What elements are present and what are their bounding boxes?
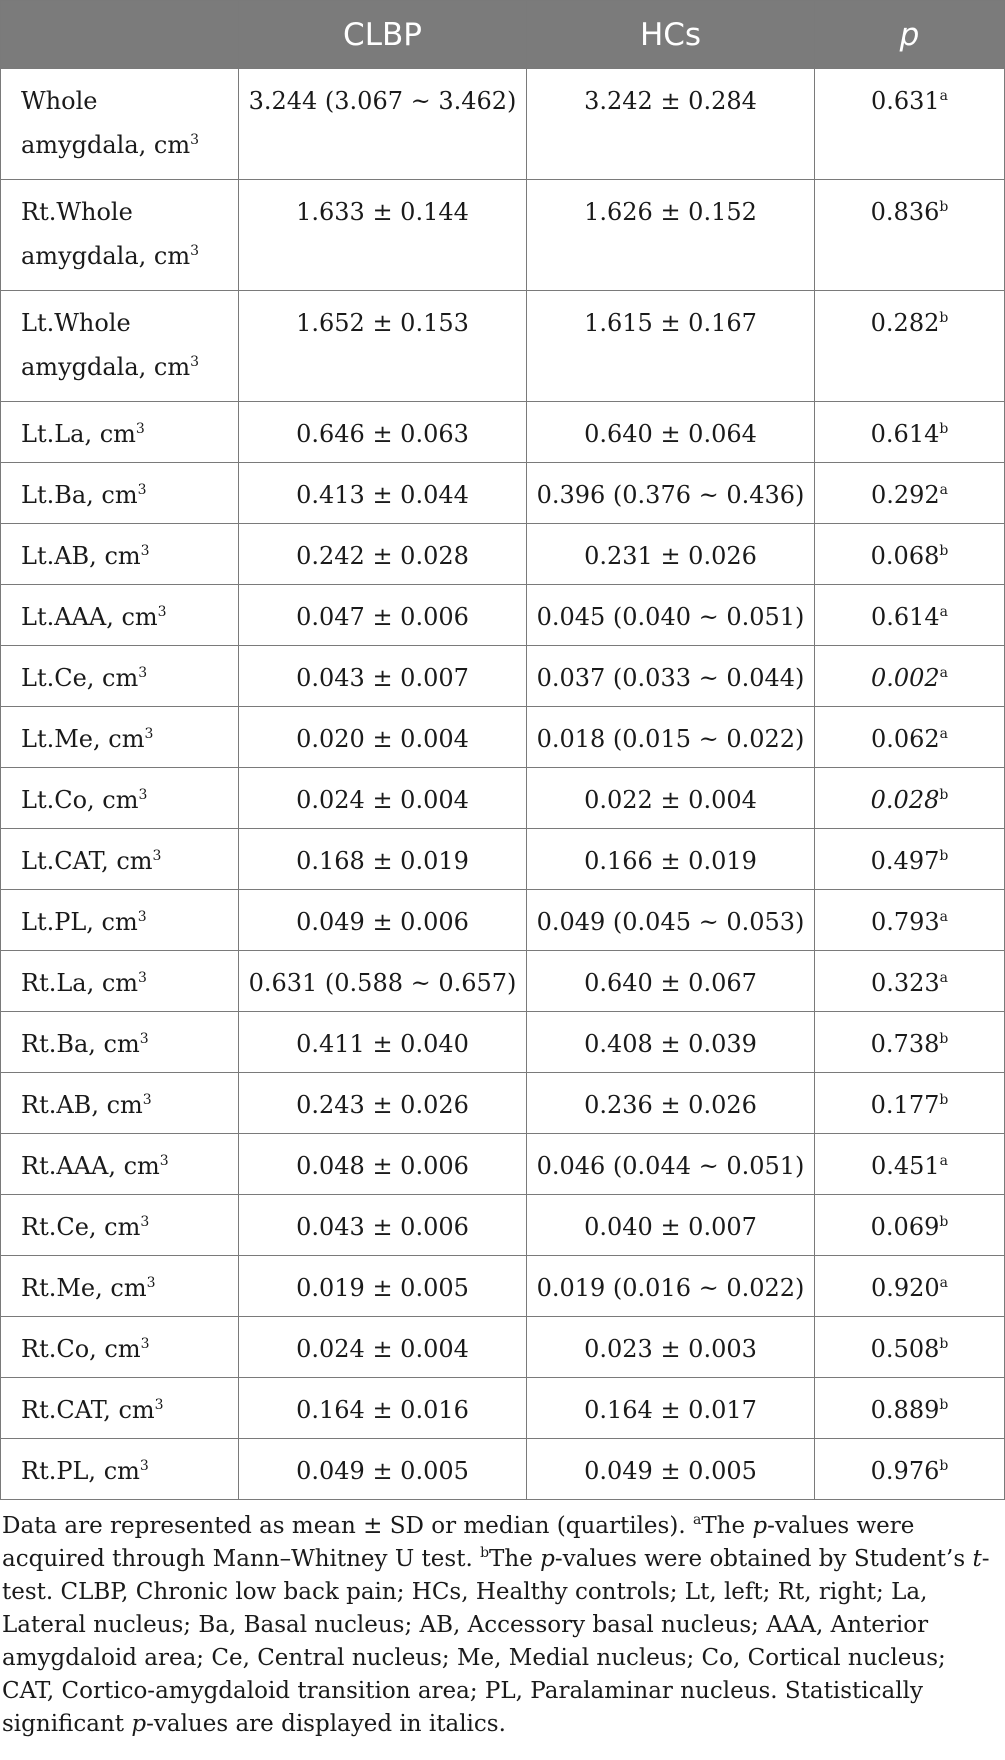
p-value-cell xyxy=(815,291,1005,402)
clbp-value: 0.020 ± 0.004 xyxy=(239,707,527,768)
row-label-cell xyxy=(1,180,239,291)
table-row xyxy=(1,1256,1005,1317)
p-value-note: a xyxy=(939,970,949,986)
row-label: Rt.PL, cm xyxy=(21,1457,140,1485)
p-value-cell xyxy=(815,402,1005,463)
unit-superscript: 3 xyxy=(139,1458,149,1474)
unit-superscript: 3 xyxy=(135,421,145,437)
clbp-value: 1.652 ± 0.153 xyxy=(239,291,527,402)
row-label: Lt.Co, cm xyxy=(21,786,139,814)
unit-superscript: 3 xyxy=(137,482,147,498)
table-row xyxy=(1,524,1005,585)
p-value-note: b xyxy=(939,848,949,864)
clbp-value: 0.631 (0.588 ~ 0.657) xyxy=(239,951,527,1012)
p-value-cell xyxy=(815,951,1005,1012)
p-value-cell xyxy=(815,646,1005,707)
p-value: 0.976 xyxy=(870,1457,940,1485)
hcs-value: 0.045 (0.040 ~ 0.051) xyxy=(527,585,815,646)
table-row xyxy=(1,1134,1005,1195)
p-value: 0.323 xyxy=(870,969,940,997)
p-value-note: b xyxy=(939,1214,949,1230)
hcs-value: 0.018 (0.015 ~ 0.022) xyxy=(527,707,815,768)
p-value: 0.451 xyxy=(870,1152,940,1180)
row-label: Lt.Ba, cm xyxy=(21,481,138,509)
footnote-italic: p xyxy=(131,1711,147,1737)
p-value: 0.920 xyxy=(870,1274,940,1302)
hcs-value: 0.040 ± 0.007 xyxy=(527,1195,815,1256)
clbp-value: 1.633 ± 0.144 xyxy=(239,180,527,291)
table-row xyxy=(1,1195,1005,1256)
hcs-value: 0.236 ± 0.026 xyxy=(527,1073,815,1134)
clbp-value: 0.049 ± 0.006 xyxy=(239,890,527,951)
p-value-note: a xyxy=(939,909,949,925)
p-value-note: b xyxy=(939,1336,949,1352)
p-value-note: a xyxy=(939,665,949,681)
p-value-cell xyxy=(815,1134,1005,1195)
table-row xyxy=(1,180,1005,291)
clbp-value: 0.024 ± 0.004 xyxy=(239,1317,527,1378)
footnote-text: -values were acquired through Mann–Whitney U test. xyxy=(2,1513,915,1572)
footnote-italic: p xyxy=(540,1546,555,1572)
table-row xyxy=(1,1012,1005,1073)
p-value-cell xyxy=(815,768,1005,829)
p-value-note: b xyxy=(939,1397,949,1413)
p-value-cell xyxy=(815,180,1005,291)
footnote-text: The xyxy=(701,1513,753,1539)
p-value-cell xyxy=(815,1012,1005,1073)
row-label: Rt.AAA, cm xyxy=(21,1152,160,1180)
clbp-value: 0.049 ± 0.005 xyxy=(239,1439,527,1500)
row-label-cell xyxy=(1,707,239,768)
p-value: 0.614 xyxy=(870,603,940,631)
clbp-value: 0.043 ± 0.007 xyxy=(239,646,527,707)
p-value-note: b xyxy=(939,1092,949,1108)
header-hcs: HCs xyxy=(527,1,815,69)
hcs-value: 0.046 (0.044 ~ 0.051) xyxy=(527,1134,815,1195)
row-label-cell xyxy=(1,291,239,402)
hcs-value: 0.037 (0.033 ~ 0.044) xyxy=(527,646,815,707)
p-value-cell xyxy=(815,463,1005,524)
p-value-cell xyxy=(815,69,1005,180)
row-label: Lt.La, cm xyxy=(21,420,136,448)
row-label-cell xyxy=(1,463,239,524)
table-row xyxy=(1,646,1005,707)
footnote-text: -values are displayed in italics. xyxy=(146,1711,506,1737)
row-label: Lt.PL, cm xyxy=(21,908,138,936)
row-label-cell xyxy=(1,402,239,463)
row-label: Rt.Whole amygdala, cm xyxy=(21,198,191,270)
row-label-cell xyxy=(1,585,239,646)
row-label-cell xyxy=(1,1195,239,1256)
row-label-cell xyxy=(1,646,239,707)
table-row xyxy=(1,768,1005,829)
table-row xyxy=(1,291,1005,402)
row-label-cell xyxy=(1,1439,239,1500)
table-row xyxy=(1,585,1005,646)
unit-superscript: 3 xyxy=(140,543,150,559)
p-value-cell xyxy=(815,1317,1005,1378)
header-label xyxy=(1,1,239,69)
hcs-value: 0.231 ± 0.026 xyxy=(527,524,815,585)
unit-superscript: 3 xyxy=(140,1214,150,1230)
p-value-note: b xyxy=(939,1458,949,1474)
row-label-cell xyxy=(1,1012,239,1073)
table-row xyxy=(1,463,1005,524)
footnote-italic: p xyxy=(752,1513,768,1539)
p-value: 0.497 xyxy=(870,847,940,875)
clbp-value: 0.243 ± 0.026 xyxy=(239,1073,527,1134)
table-row xyxy=(1,1317,1005,1378)
clbp-value: 0.047 ± 0.006 xyxy=(239,585,527,646)
row-label-cell xyxy=(1,1073,239,1134)
p-value-note: b xyxy=(939,1031,949,1047)
p-value-note: a xyxy=(939,1153,949,1169)
hcs-value: 0.396 (0.376 ~ 0.436) xyxy=(527,463,815,524)
unit-superscript: 3 xyxy=(190,354,200,370)
unit-superscript: 3 xyxy=(152,848,162,864)
row-label: Rt.Ba, cm xyxy=(21,1030,140,1058)
p-value-cell xyxy=(815,1378,1005,1439)
clbp-value: 0.048 ± 0.006 xyxy=(239,1134,527,1195)
p-value-note: b xyxy=(939,787,949,803)
table-row xyxy=(1,1439,1005,1500)
row-label: Rt.Me, cm xyxy=(21,1274,147,1302)
row-label: Rt.La, cm xyxy=(21,969,139,997)
row-label: Lt.AB, cm xyxy=(21,542,141,570)
p-value: 0.177 xyxy=(870,1091,940,1119)
unit-superscript: 3 xyxy=(159,1153,169,1169)
unit-superscript: 3 xyxy=(138,970,147,986)
p-value-cell xyxy=(815,524,1005,585)
footnote-text: -values were obtained by Student’s xyxy=(554,1546,973,1572)
footnote-mark-b: b xyxy=(480,1545,490,1561)
p-value-note: a xyxy=(939,1275,949,1291)
p-value-cell xyxy=(815,585,1005,646)
row-label: Rt.AB, cm xyxy=(21,1091,143,1119)
row-label-cell xyxy=(1,829,239,890)
unit-superscript: 3 xyxy=(146,1275,156,1291)
p-value-cell xyxy=(815,1195,1005,1256)
hcs-value: 0.049 ± 0.005 xyxy=(527,1439,815,1500)
clbp-value: 0.411 ± 0.040 xyxy=(239,1012,527,1073)
unit-superscript: 3 xyxy=(190,132,200,148)
footnote-text: The xyxy=(489,1546,541,1572)
header-p: p xyxy=(815,1,1005,69)
hcs-value: 0.023 ± 0.003 xyxy=(527,1317,815,1378)
table-row xyxy=(1,707,1005,768)
unit-superscript: 3 xyxy=(139,1031,149,1047)
row-label: Lt.Whole amygdala, cm xyxy=(21,309,191,381)
hcs-value: 0.022 ± 0.004 xyxy=(527,768,815,829)
clbp-value: 3.244 (3.067 ~ 3.462) xyxy=(239,69,527,180)
p-value: 0.836 xyxy=(870,198,940,226)
p-value: 0.292 xyxy=(870,481,940,509)
p-value: 0.631 xyxy=(870,87,940,115)
table-row xyxy=(1,829,1005,890)
p-value: 0.069 xyxy=(870,1213,940,1241)
hcs-value: 3.242 ± 0.284 xyxy=(527,69,815,180)
row-label-cell xyxy=(1,69,239,180)
row-label-cell xyxy=(1,1317,239,1378)
p-value-note: b xyxy=(939,543,949,559)
row-label: Lt.CAT, cm xyxy=(21,847,153,875)
row-label: Rt.CAT, cm xyxy=(21,1396,155,1424)
hcs-value: 0.166 ± 0.019 xyxy=(527,829,815,890)
p-value: 0.889 xyxy=(870,1396,940,1424)
p-value-cell xyxy=(815,1256,1005,1317)
table-row xyxy=(1,69,1005,180)
p-value-note: a xyxy=(939,88,949,104)
clbp-value: 0.019 ± 0.005 xyxy=(239,1256,527,1317)
clbp-value: 0.164 ± 0.016 xyxy=(239,1378,527,1439)
unit-superscript: 3 xyxy=(190,243,200,259)
unit-superscript: 3 xyxy=(154,1397,164,1413)
table-row xyxy=(1,1378,1005,1439)
hcs-value: 0.164 ± 0.017 xyxy=(527,1378,815,1439)
hcs-value: 0.640 ± 0.067 xyxy=(527,951,815,1012)
unit-superscript: 3 xyxy=(144,726,154,742)
table-row xyxy=(1,1073,1005,1134)
hcs-value: 0.408 ± 0.039 xyxy=(527,1012,815,1073)
p-value-cell xyxy=(815,707,1005,768)
table-body xyxy=(1,69,1005,1500)
header-row xyxy=(1,1,1005,69)
p-value-note: b xyxy=(939,310,949,326)
footnote-text: -test. CLBP, Chronic low back pain; HCs, Healthy controls; Lt, left; Rt, right; La, Lateral nucleus; Ba, Basal nucleus; AB, Accessory basal nucleus; AAA, Anterior amygdaloid area; Ce, Central nucleus; Me, Medial nucleus; Co, Cortical nucleus; CAT, Cortico-amygdaloid transition area; PL, Paralaminar nucleus. Statistically significant xyxy=(2,1546,990,1737)
p-value: 0.614 xyxy=(870,420,940,448)
row-label-cell xyxy=(1,768,239,829)
table-row xyxy=(1,890,1005,951)
clbp-value: 0.242 ± 0.028 xyxy=(239,524,527,585)
unit-superscript: 3 xyxy=(140,1336,150,1352)
table-row xyxy=(1,402,1005,463)
row-label-cell xyxy=(1,951,239,1012)
row-label: Lt.Ce, cm xyxy=(21,664,139,692)
row-label: Lt.AAA, cm xyxy=(21,603,158,631)
p-value: 0.062 xyxy=(870,725,940,753)
unit-superscript: 3 xyxy=(157,604,167,620)
p-value-cell xyxy=(815,1439,1005,1500)
p-value: 0.508 xyxy=(870,1335,940,1363)
row-label-cell xyxy=(1,524,239,585)
row-label: Whole amygdala, cm xyxy=(21,87,191,159)
p-value-note: a xyxy=(939,604,949,620)
unit-superscript: 3 xyxy=(137,909,147,925)
table-footnote xyxy=(0,1500,998,1741)
footnote-mark-a: a xyxy=(692,1512,702,1528)
hcs-value: 0.049 (0.045 ~ 0.053) xyxy=(527,890,815,951)
p-value-note: b xyxy=(939,199,949,215)
p-value: 0.738 xyxy=(870,1030,940,1058)
clbp-value: 0.024 ± 0.004 xyxy=(239,768,527,829)
p-value-cell xyxy=(815,829,1005,890)
p-value-cell xyxy=(815,1073,1005,1134)
hcs-value: 0.640 ± 0.064 xyxy=(527,402,815,463)
unit-superscript: 3 xyxy=(142,1092,152,1108)
hcs-value: 1.626 ± 0.152 xyxy=(527,180,815,291)
row-label-cell xyxy=(1,890,239,951)
footnote-text: Data are represented as mean ± SD or median (quartiles). xyxy=(2,1513,693,1539)
clbp-value: 0.168 ± 0.019 xyxy=(239,829,527,890)
row-label: Rt.Co, cm xyxy=(21,1335,141,1363)
row-label-cell xyxy=(1,1256,239,1317)
clbp-value: 0.413 ± 0.044 xyxy=(239,463,527,524)
p-value: 0.002 xyxy=(870,664,940,692)
p-value-cell xyxy=(815,890,1005,951)
unit-superscript: 3 xyxy=(138,787,148,803)
row-label: Lt.Me, cm xyxy=(21,725,145,753)
header-clbp: CLBP xyxy=(239,1,527,69)
p-value: 0.028 xyxy=(870,786,940,814)
footnote-italic: t xyxy=(972,1546,982,1572)
row-label-cell xyxy=(1,1134,239,1195)
clbp-value: 0.043 ± 0.006 xyxy=(239,1195,527,1256)
p-value: 0.282 xyxy=(870,309,940,337)
hcs-value: 1.615 ± 0.167 xyxy=(527,291,815,402)
unit-superscript: 3 xyxy=(138,665,148,681)
p-value-note: b xyxy=(939,421,949,437)
p-value-note: a xyxy=(939,726,949,742)
table-row xyxy=(1,951,1005,1012)
hcs-value: 0.019 (0.016 ~ 0.022) xyxy=(527,1256,815,1317)
clbp-value: 0.646 ± 0.063 xyxy=(239,402,527,463)
p-value: 0.068 xyxy=(870,542,940,570)
p-value-note: a xyxy=(939,482,949,498)
row-label-cell xyxy=(1,1378,239,1439)
p-value: 0.793 xyxy=(870,908,940,936)
row-label: Rt.Ce, cm xyxy=(21,1213,141,1241)
